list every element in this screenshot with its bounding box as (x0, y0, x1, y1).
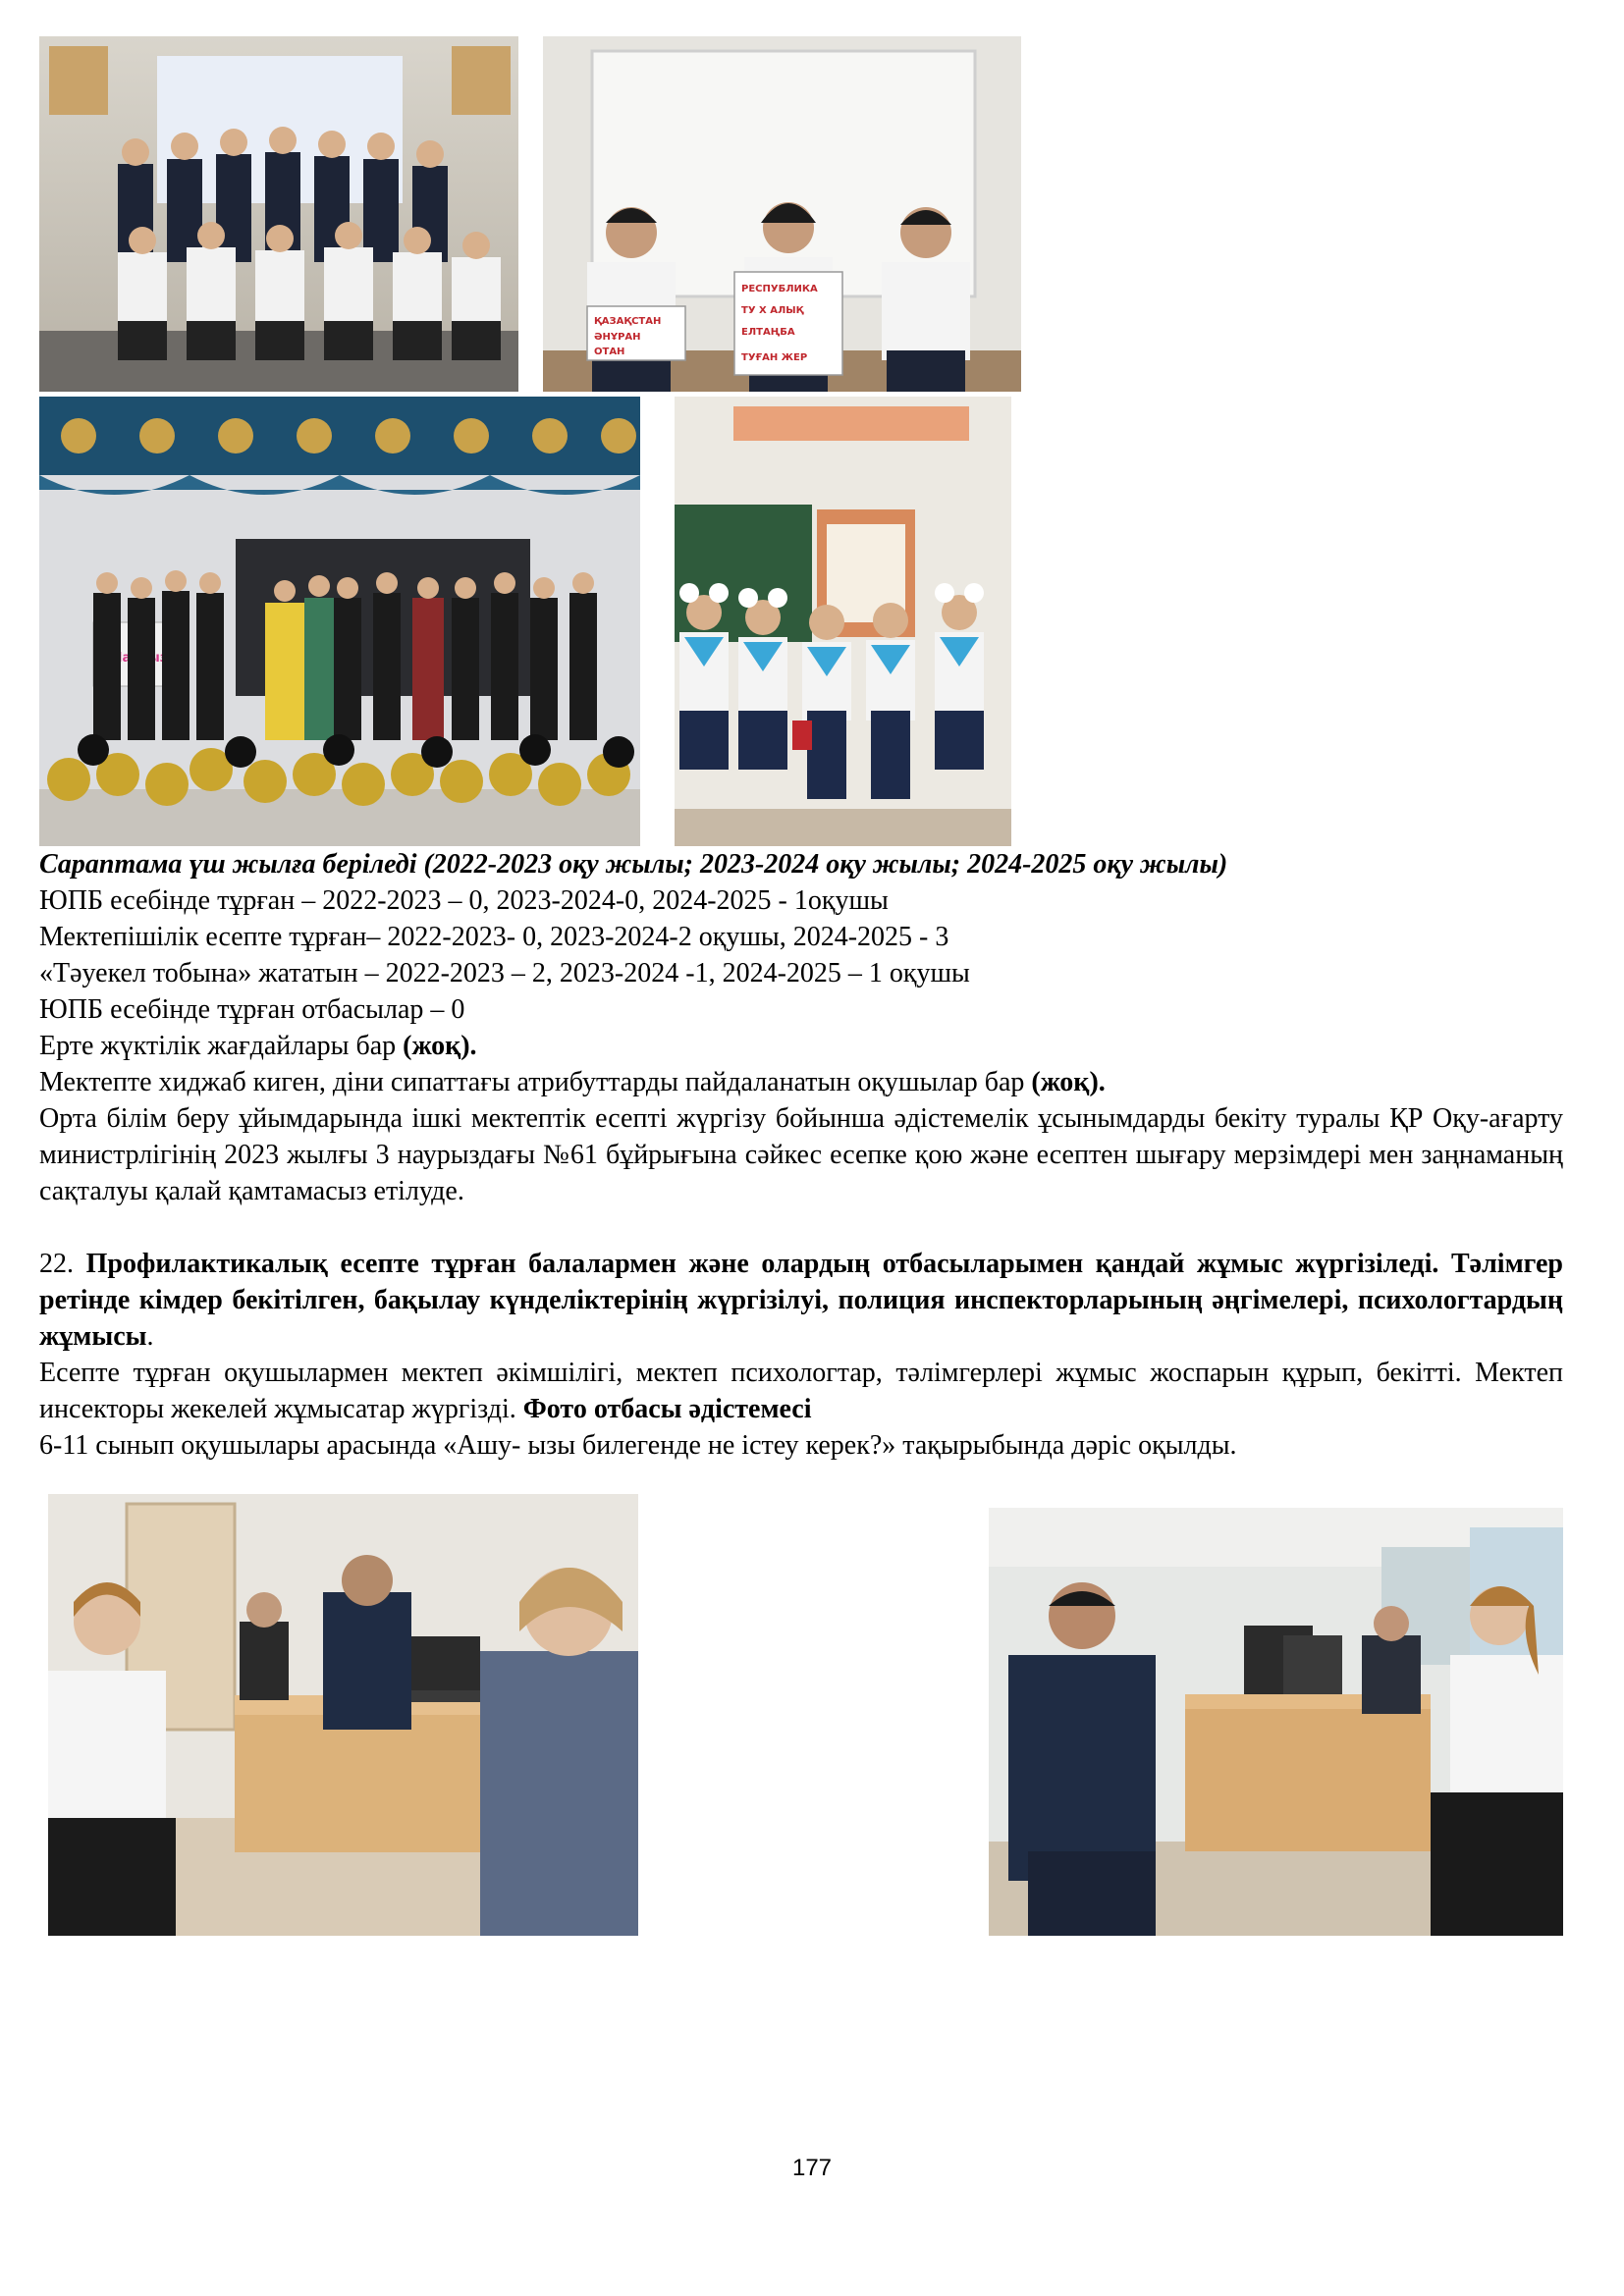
sign-right-line4: ТУҒАН ЖЕР (741, 352, 808, 363)
sign-right-line3: ЕЛТАҢБА (741, 327, 795, 338)
lecture-line: 6-11 сынып оқушылары арасында «Ашу- ызы билегенде не істеу керек?» тақырыбында дәріс оқылды. (39, 1430, 1237, 1461)
photo-icon (39, 36, 518, 392)
hijab-answer: (жоқ). (1031, 1067, 1106, 1097)
answer-text: Есепте тұрған оқушылармен мектеп әкімшілігі, мектеп психологтар, тәлімгерлері жұмыс жоспарын құрып, бекітті. Мектеп инсекторы жекелей жұмысатар жүргізді. (39, 1358, 1563, 1424)
question-22 (39, 1246, 1563, 1355)
students-group-photo (39, 36, 518, 392)
hijab-line (39, 1064, 1563, 1100)
stat-line-1: ЮПБ есебінде тұрған – 2022-2023 – 0, 2023-2024-0, 2024-2025 - 1оқушы (39, 885, 889, 916)
page-number: 177 (791, 2155, 833, 2181)
analysis-heading: Сараптама үш жылға беріледі (2022-2023 оқу жылы; 2023-2024 оқу жылы; 2024-2025 оқу жылы) (39, 849, 1228, 880)
sign-right-line1: РЕСПУБЛИКА (741, 284, 818, 294)
photo-icon (48, 1494, 638, 1936)
stat-line-2: Мектепішілік есепте тұрған– 2022-2023- 0, 2023-2024-2 оқушы, 2024-2025 - 3 (39, 922, 949, 952)
photo-icon (675, 397, 1011, 846)
stat-line-3: «Тәуекел тобына» жататын – 2022-2023 – 2, 2023-2024 -1, 2024-2025 – 1 оқушы (39, 958, 970, 988)
police-meeting-photo-2 (989, 1508, 1563, 1936)
photo-icon (989, 1508, 1563, 1936)
pregnancy-text: Ерте жүктілік жағдайлары бар (39, 1031, 404, 1061)
sign-left-line1: ҚАЗАҚСТАН (594, 316, 662, 327)
order-paragraph: Орта білім беру ұйымдарында ішкі мектептік есепті жүргізу бойынша әдістемелік ұсынымдарды бекіту туралы ҚР Оқу-ағарту министрлігінің 2023 жылғы 3 наурыздағы №61 бұйрығына сәйкес есепке қою және есептен шығару мерзімдері мен заңнаманың сақталуы қалай қамтамасыз етілуде. (39, 1103, 1563, 1206)
pregnancy-answer: (жоқ). (403, 1031, 477, 1061)
young-pupils-photo (675, 397, 1011, 846)
stage-event-photo (39, 397, 640, 846)
question-number: 22. (39, 1249, 86, 1279)
stat-line-4: ЮПБ есебінде тұрған отбасылар – 0 (39, 994, 465, 1025)
question-text: Профилактикалық есепте тұрған балалармен және олардың отбасыларымен қандай жұмыс жүргізіледі. Тәлімгер ретінде кімдер бекітілген, бақылау күнделіктерінің жүргізілуі, полиция инспекторларының әңгімелері, психологтардың жұмысы (39, 1249, 1563, 1352)
police-meeting-photo-1 (48, 1494, 638, 1936)
pregnancy-line (39, 1028, 1563, 1064)
students-with-signs-photo (543, 36, 1021, 392)
photo-icon (39, 397, 640, 846)
question-end: . (146, 1321, 154, 1352)
photo-icon (543, 36, 1021, 392)
answer-paragraph (39, 1355, 1563, 1427)
sign-left-line2: ӘНҰРАН (594, 332, 641, 343)
sign-right-line2: ТУ Х АЛЫҚ (741, 305, 804, 316)
sign-left-line3: ОТАН (594, 347, 625, 357)
answer-bold: Фото отбасы әдістемесі (522, 1394, 812, 1424)
hijab-text: Мектепте хиджаб киген, діни сипаттағы атрибуттарды пайдаланатын оқушылар бар (39, 1067, 1032, 1097)
